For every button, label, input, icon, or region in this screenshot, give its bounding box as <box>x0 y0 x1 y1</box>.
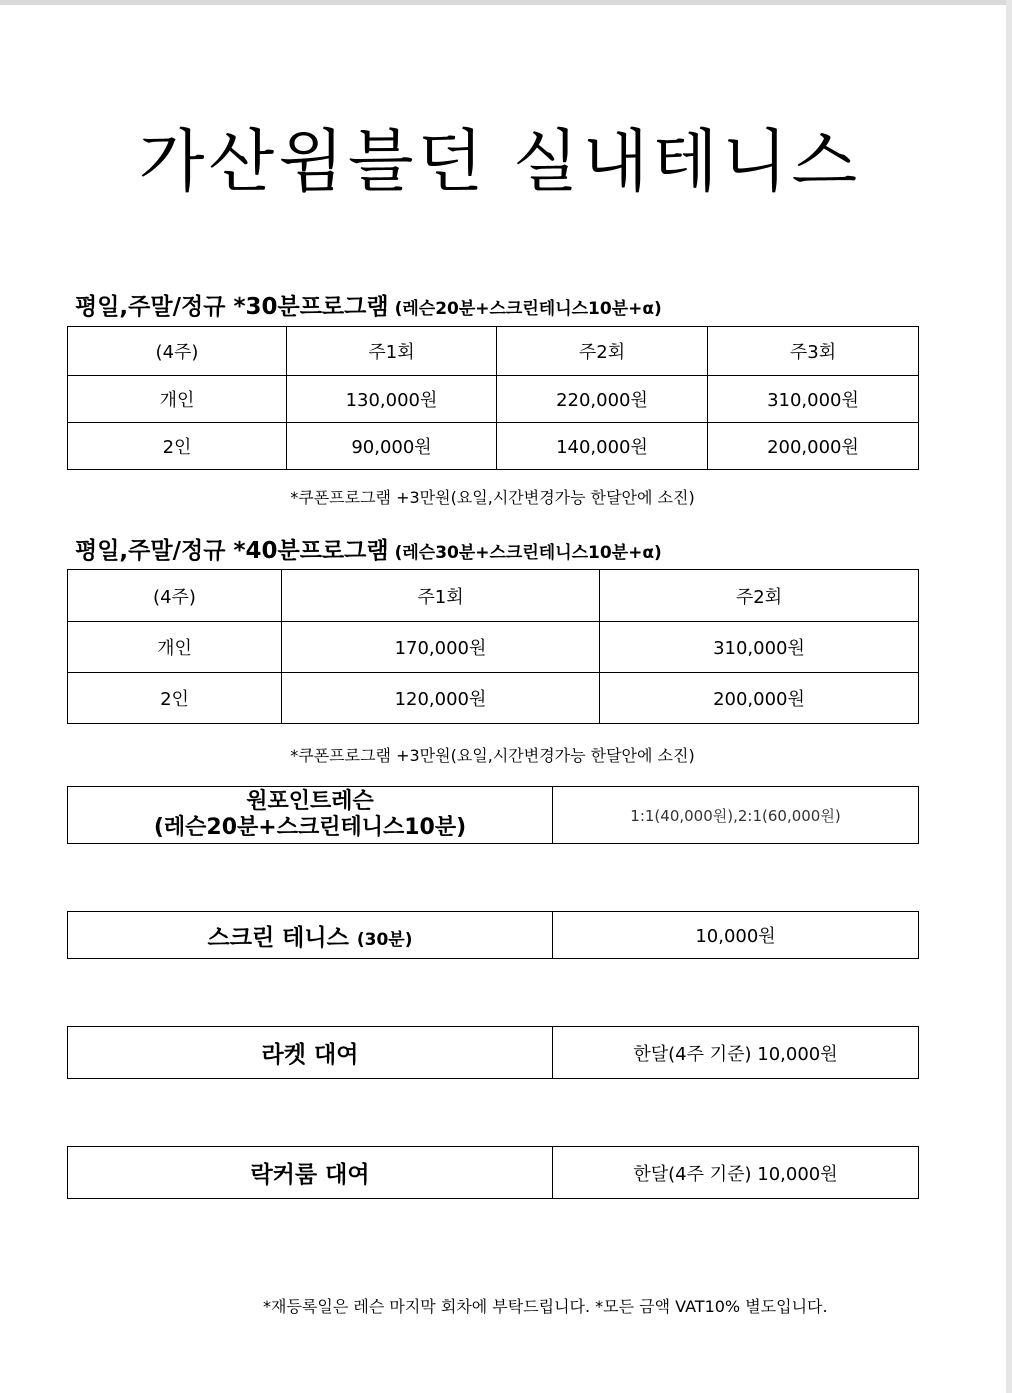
footer-note: *재등록일은 레슨 마지막 회차에 부탁드립니다. *모든 금액 VAT10% 별도입니다. <box>263 1297 828 1316</box>
price-cell: 200,000원 <box>600 673 919 724</box>
price-cell: 170,000원 <box>282 622 600 673</box>
right-border <box>1006 0 1012 1393</box>
price-cell: 200,000원 <box>708 423 919 470</box>
header-cell: 주1회 <box>287 327 497 376</box>
screen-label <box>68 912 553 959</box>
price-cell: 220,000원 <box>497 376 708 423</box>
racket-label: 라켓 대여 <box>68 1027 553 1079</box>
row-label: 개인 <box>68 622 282 673</box>
onepoint-label-line2: (레슨20분+스크린테니스10분) <box>153 815 467 840</box>
table-row <box>68 673 919 724</box>
program30-heading-sub: (레슨20분+스크린테니스10분+α) <box>394 299 662 319</box>
table-row <box>68 1147 919 1199</box>
locker-label: 락커룸 대여 <box>68 1147 553 1199</box>
header-cell: (4주) <box>68 327 287 376</box>
row-label: 2인 <box>68 423 287 470</box>
header-cell: 주2회 <box>497 327 708 376</box>
price-cell: 90,000원 <box>287 423 497 470</box>
table-row <box>68 912 919 959</box>
onepoint-price: 1:1(40,000원),2:1(60,000원) <box>553 787 919 844</box>
table-row <box>68 622 919 673</box>
onepoint-table <box>67 786 919 844</box>
price-cell: 120,000원 <box>282 673 600 724</box>
header-cell: 주1회 <box>282 570 600 622</box>
program40-heading-text: 평일,주말/정규 *40분프로그램 <box>75 538 389 564</box>
table-header-row <box>68 327 919 376</box>
program30-heading-text: 평일,주말/정규 *30분프로그램 <box>75 294 389 320</box>
screen-label-text: 스크린 테니스 <box>207 924 349 951</box>
program40-heading-sub: (레슨30분+스크린테니스10분+α) <box>394 543 662 563</box>
screen-table <box>67 911 919 959</box>
racket-price: 한달(4주 기준) 10,000원 <box>553 1027 919 1079</box>
locker-table <box>67 1146 919 1199</box>
onepoint-label <box>68 787 553 844</box>
row-label: 개인 <box>68 376 287 423</box>
price-cell: 310,000원 <box>600 622 919 673</box>
header-cell: 주3회 <box>708 327 919 376</box>
table-row <box>68 1027 919 1079</box>
price-cell: 130,000원 <box>287 376 497 423</box>
racket-table <box>67 1026 919 1079</box>
table-row <box>68 787 919 844</box>
program30-note: *쿠폰프로그램 +3만원(요일,시간변경가능 한달안에 소진) <box>290 488 695 507</box>
page-title: 가산윔블던 실내테니스 <box>138 123 862 202</box>
locker-price: 한달(4주 기준) 10,000원 <box>553 1147 919 1199</box>
program40-heading <box>75 532 662 565</box>
header-cell: (4주) <box>68 570 282 622</box>
table-header-row <box>68 570 919 622</box>
program40-table <box>67 569 919 724</box>
screen-label-sub: (30분) <box>356 929 413 950</box>
screen-price: 10,000원 <box>553 912 919 959</box>
top-border <box>0 0 1012 5</box>
table-row <box>68 423 919 470</box>
header-cell: 주2회 <box>600 570 919 622</box>
program30-table <box>67 326 919 470</box>
table-row <box>68 376 919 423</box>
program40-note: *쿠폰프로그램 +3만원(요일,시간변경가능 한달안에 소진) <box>290 746 695 765</box>
price-cell: 140,000원 <box>497 423 708 470</box>
program30-heading <box>75 288 662 321</box>
onepoint-label-line1: 원포인트레슨 <box>246 789 374 814</box>
row-label: 2인 <box>68 673 282 724</box>
price-cell: 310,000원 <box>708 376 919 423</box>
